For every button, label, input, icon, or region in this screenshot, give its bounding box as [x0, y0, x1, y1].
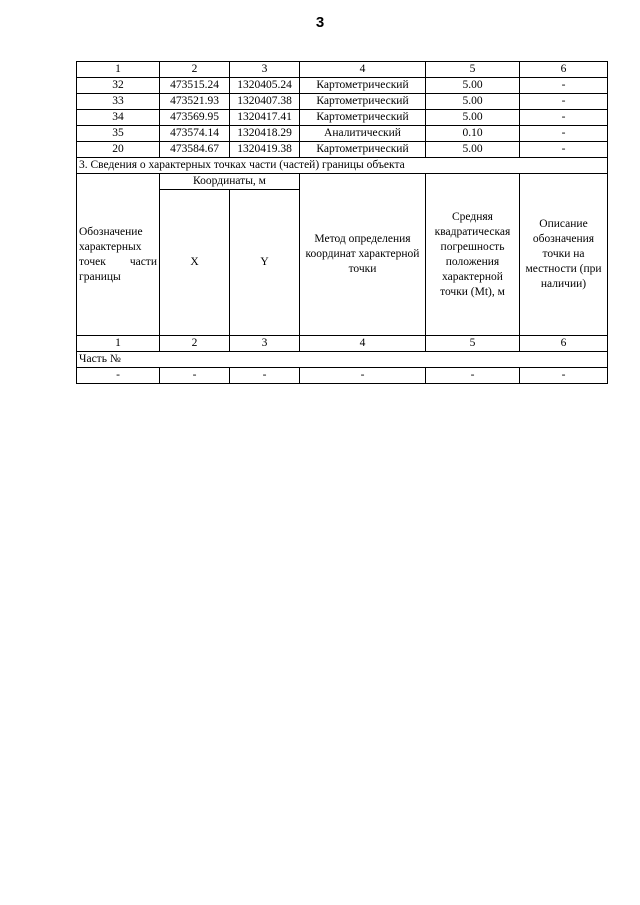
part-label: Часть № [77, 352, 608, 368]
y-cell: 1320405.24 [230, 78, 300, 94]
designation-header-line: характерных [79, 240, 142, 253]
empty-cell: - [300, 368, 426, 384]
empty-cell: - [230, 368, 300, 384]
empty-cell: - [426, 368, 520, 384]
boundary-points-table [76, 61, 608, 384]
empty-cell: - [77, 368, 160, 384]
designation-header-line: точек части [79, 255, 157, 268]
point-cell: 33 [77, 94, 160, 110]
column-number: 6 [520, 336, 608, 352]
column-number: 2 [160, 62, 230, 78]
column-number: 5 [426, 336, 520, 352]
page-number: 3 [315, 14, 325, 31]
mt-cell: 5.00 [426, 110, 520, 126]
mt-cell: 5.00 [426, 78, 520, 94]
header-row [77, 174, 608, 190]
y-cell: 1320418.29 [230, 126, 300, 142]
y-cell: 1320419.38 [230, 142, 300, 158]
y-header: Y [230, 190, 300, 336]
x-cell: 473515.24 [160, 78, 230, 94]
part-row [77, 352, 608, 368]
x-cell: 473584.67 [160, 142, 230, 158]
desc-cell: - [520, 142, 608, 158]
desc-cell: - [520, 126, 608, 142]
designation-header [77, 174, 160, 336]
column-number: 1 [77, 336, 160, 352]
y-cell: 1320407.38 [230, 94, 300, 110]
column-number: 5 [426, 62, 520, 78]
x-cell: 473521.93 [160, 94, 230, 110]
table-row [77, 126, 608, 142]
column-number-row [77, 62, 608, 78]
table-row [77, 78, 608, 94]
column-number-row [77, 336, 608, 352]
section-title-row [77, 158, 608, 174]
mt-cell: 0.10 [426, 126, 520, 142]
empty-cell: - [520, 368, 608, 384]
point-cell: 34 [77, 110, 160, 126]
y-cell: 1320417.41 [230, 110, 300, 126]
description-header: Описание обозначения точки на местности (при наличии) [520, 174, 608, 336]
method-cell: Аналитический [300, 126, 426, 142]
x-cell: 473574.14 [160, 126, 230, 142]
mt-cell: 5.00 [426, 94, 520, 110]
column-number: 4 [300, 62, 426, 78]
x-header: X [160, 190, 230, 336]
method-header: Метод определения координат характерной точки [300, 174, 426, 336]
column-number: 4 [300, 336, 426, 352]
empty-cell: - [160, 368, 230, 384]
column-number: 1 [77, 62, 160, 78]
method-cell: Картометрический [300, 94, 426, 110]
desc-cell: - [520, 94, 608, 110]
x-cell: 473569.95 [160, 110, 230, 126]
coordinates-header: Координаты, м [160, 174, 300, 190]
desc-cell: - [520, 110, 608, 126]
table-row [77, 94, 608, 110]
table-row [77, 368, 608, 384]
table-row [77, 142, 608, 158]
designation-header-line: границы [79, 270, 121, 283]
point-cell: 20 [77, 142, 160, 158]
designation-header-line: Обозначение [79, 225, 143, 238]
column-number: 3 [230, 62, 300, 78]
column-number: 3 [230, 336, 300, 352]
method-cell: Картометрический [300, 142, 426, 158]
desc-cell: - [520, 78, 608, 94]
column-number: 2 [160, 336, 230, 352]
mt-header: Средняя квадратическая погрешность положения характерной точки (Mt), м [426, 174, 520, 336]
section-title: 3. Сведения о характерных точках части (частей) границы объекта [77, 158, 608, 174]
table-row [77, 110, 608, 126]
method-cell: Картометрический [300, 110, 426, 126]
column-number: 6 [520, 62, 608, 78]
method-cell: Картометрический [300, 78, 426, 94]
point-cell: 35 [77, 126, 160, 142]
point-cell: 32 [77, 78, 160, 94]
mt-cell: 5.00 [426, 142, 520, 158]
